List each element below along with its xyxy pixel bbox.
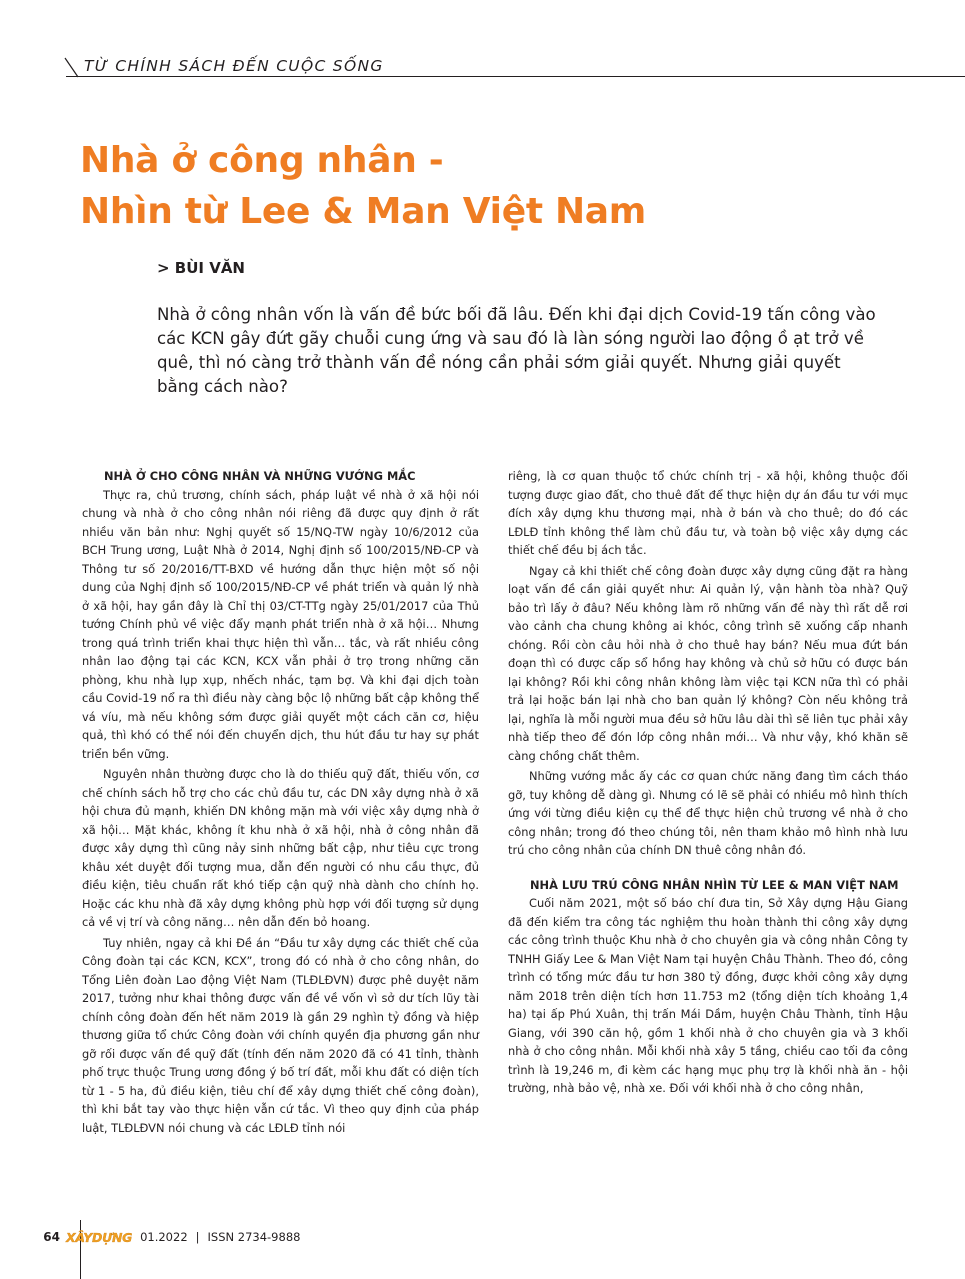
header-rule <box>66 76 965 77</box>
magazine-logo: XÂYDỰNG <box>66 1229 133 1245</box>
article-lead: Nhà ở công nhân vốn là vấn đề bức bối đã lâu. Đến khi đại dịch Covid-19 tấn công vào các KCN gây đứt gãy chuỗi cung ứng và sau đó là làn sóng người lao động ồ ạt trở về quê, thì nó càng trở thành vấn đề nóng cần phải sớm giải quyết. Nhưng giải quyết bằng cách nào? <box>157 305 876 396</box>
article-title-line-2: Nhìn từ Lee & Man Việt Nam <box>80 191 647 232</box>
body-paragraph: riêng, là cơ quan thuộc tổ chức chính trị - xã hội, không thuộc đối tượng được giao đất, cho thuê đất để thực hiện dự án đầu tư với mục đích xây dựng khu thương mại, nhà ở bán và cho thuê; do đó các LĐLĐ tỉnh không thể làm chủ đầu tư, và toàn bộ việc xây dựng các thiết chế đều bị ách tắc. <box>508 469 908 557</box>
body-paragraph: Tuy nhiên, ngay cả khi Đề án “Đầu tư xây dựng các thiết chế của Công đoàn tại các KCN, KCX”, trong đó có nhà ở cho công nhân, do Tổng Liên đoàn Lao động Việt Nam (TLĐLĐVN) được phê duyệt năm 2017, tưởng như khai thông được vấn đề về vốn vì sở dư tích lũy tài chính công đoàn đến hết năm 2019 là gần 29 nghìn tỷ đồng và hiệp thương giữa tổ chức Công đoàn với chính quyền địa phương gần như gỡ rối được vấn đề quỹ đất (tính đến năm 2020 đã có 41 tỉnh, thành phố trực thuộc Trung ương đồng ý bố trí đất, mỗi khu đất có diện tích từ 1 - 5 ha, đủ điều kiện, tiêu chí để xây dựng thiết chế công đoàn), thì khi bắt tay vào thực hiện vẫn cứ tắc. Vì theo quy định của pháp luật, TLĐLĐVN nói chung và các LĐLĐ tỉnh nói <box>82 935 479 1135</box>
section-heading-workers-housing: NHÀ Ở CHO CÔNG NHÂN VÀ NHỮNG VƯỚNG MẮC <box>104 469 416 483</box>
section-heading-lee-man: NHÀ LƯU TRÚ CÔNG NHÂN NHÌN TỪ LEE & MAN VIỆT NAM <box>530 877 899 892</box>
body-paragraph: Nguyên nhân thường được cho là do thiếu quỹ đất, thiếu vốn, cơ chế chính sách hỗ trợ cho các chủ đầu tư, các DN xây dựng nhà ở xã hội chưa đủ mạnh, khiến DN không mặn mà với việc xây dựng nhà ở xã hội… Mặt khác, không ít khu nhà ở xã hội, nhà ở công nhân đã được xây dựng thì cũng nảy sinh những bất cập, như tiêu cực trong khâu xét duyệt đối tượng mua, dẫn đến người có nhu cầu thực, đủ điều kiện, tiêu chuẩn rất khó tiếp cận quỹ nhà dành cho chính họ. Hoặc các khu nhà đã xây dựng không phù hợp với đối tượng sử dụng cả về vị trí và công năng… nên dẫn đến bỏ hoang. <box>82 767 479 929</box>
article-byline: > BÙI VĂN <box>157 259 245 277</box>
section-label: TỪ CHÍNH SÁCH ĐẾN CUỘC SỐNG <box>84 57 384 75</box>
body-paragraph: Cuối năm 2021, một số báo chí đưa tin, Sở Xây dựng Hậu Giang đã đến kiểm tra công tác nghiệm thu hoàn thành thi công xây dựng các công trình thuộc Khu nhà ở cho chuyên gia và công nhân Công ty TNHH Giấy Lee & Man Việt Nam tại huyện Châu Thành. Theo đó, công trình có tổng mức đầu tư hơn 380 tỷ đồng, được khởi công xây dựng năm 2018 trên diện tích hơn 11.753 m2 (tổng diện tích khoảng 1,4 ha) tại ấp Phú Xuân, thị trấn Mái Dầm, huyện Châu Thành, tỉnh Hậu Giang, với 390 căn hộ, gồm 1 khối nhà ở cho chuyên gia và 3 khối nhà ở cho công nhân. Mỗi khối nhà xây 5 tầng, chiều cao tối đa công trình là 19,246 m, đi kèm các hạng mục phụ trợ là khối nhà ăn - hội trường, nhà bảo vệ, nhà xe. Đối với khối nhà ở cho công nhân, <box>508 896 908 1095</box>
issn-number: ISSN 2734-9888 <box>207 1230 301 1244</box>
article-title <box>80 135 940 237</box>
section-slash-icon <box>64 56 82 78</box>
article-title-line-1: Nhà ở công nhân - <box>80 140 444 181</box>
folio-separator: | <box>195 1230 200 1244</box>
page-number: 64 <box>43 1230 60 1244</box>
body-column-right <box>508 467 908 1098</box>
body-paragraph: Ngay cả khi thiết chế công đoàn được xây dựng cũng đặt ra hàng loạt vấn đề cần giải quyết như: Ai quản lý, vận hành tòa nhà? Quỹ bảo trì lấy ở đâu? Nếu không làm rõ những vấn đề này thì rất dễ rơi vào cảnh cha chung không ai khóc, công trình sẽ xuống cấp nhanh chóng. Rồi còn câu hỏi nhà ở cho thuê hay bán? Nếu mua đứt bán đoạn thì có được cấp sổ hồng hay không và chủ sở hữu có được bán lại không? Rồi khi công nhân không làm việc tại KCN nữa thì có phải trả lại hoặc bán lại nhà cho ban quản lý không? Còn nếu không trả lại, nghĩa là mỗi người mua đều sở hữu lâu dài thì sẽ liên tục phải xây nhà tiếp theo để đón lớp công nhân mới… Và như vậy, khó khăn sẽ càng chồng chất thêm. <box>508 563 908 763</box>
body-paragraph: Những vướng mắc ấy các cơ quan chức năng đang tìm cách tháo gỡ, tuy không dễ dàng gì. Nhưng có lẽ sẽ phải có nhiều mô hình thích ứng với từng điều kiện cụ thể để thực hiện chủ trương về nhà ở cho công nhân; trong đó theo chúng tôi, nên tham khảo mô hình nhà lưu trú cho công nhân của chính DN thuê công nhân đó. <box>508 769 908 857</box>
issue-date: 01.2022 <box>140 1230 188 1244</box>
body-column-left <box>82 467 479 1137</box>
body-paragraph: Thực ra, chủ trương, chính sách, pháp luật về nhà ở xã hội nói chung và nhà ở cho công nhân nói riêng đã được quy định ở rất nhiều văn bản như: Nghị quyết số 15/NQ-TW ngày 10/6/2012 của BCH Trung ương, Luật Nhà ở 2014, Nghị định số 100/2015/NĐ-CP và Thông tư số 20/2016/TT-BXD về hướng dẫn thực hiện một số nội dung của Nghị định số 100/2015/NĐ-CP về phát triển và quản lý nhà ở xã hội, hay gần đây là Chỉ thị 03/CT-TTg ngày 25/01/2017 của Thủ tướng Chính phủ về việc đẩy mạnh phát triển nhà ở xã hội… Nhưng trong quá trình triển khai thực hiện thì vẫn… tắc, và rất nhiều công nhân lao động tại các KCN, KCX vẫn phải ở trọ trong những căn phòng, khu nhà lụp xụp, nhếch nhác, tạm bợ. Và khi đại dịch toàn cầu Covid-19 nổ ra thì điều này càng bộc lộ những bất cập không thể vá víu, mà nếu không sớm được giải quyết một cách căn cơ, hiệu quả, thì khó có thể nói đến chuyển dịch, thu hút đầu tư hay sự phát triển bền vững. <box>82 487 479 761</box>
page-folio <box>18 1227 300 1247</box>
